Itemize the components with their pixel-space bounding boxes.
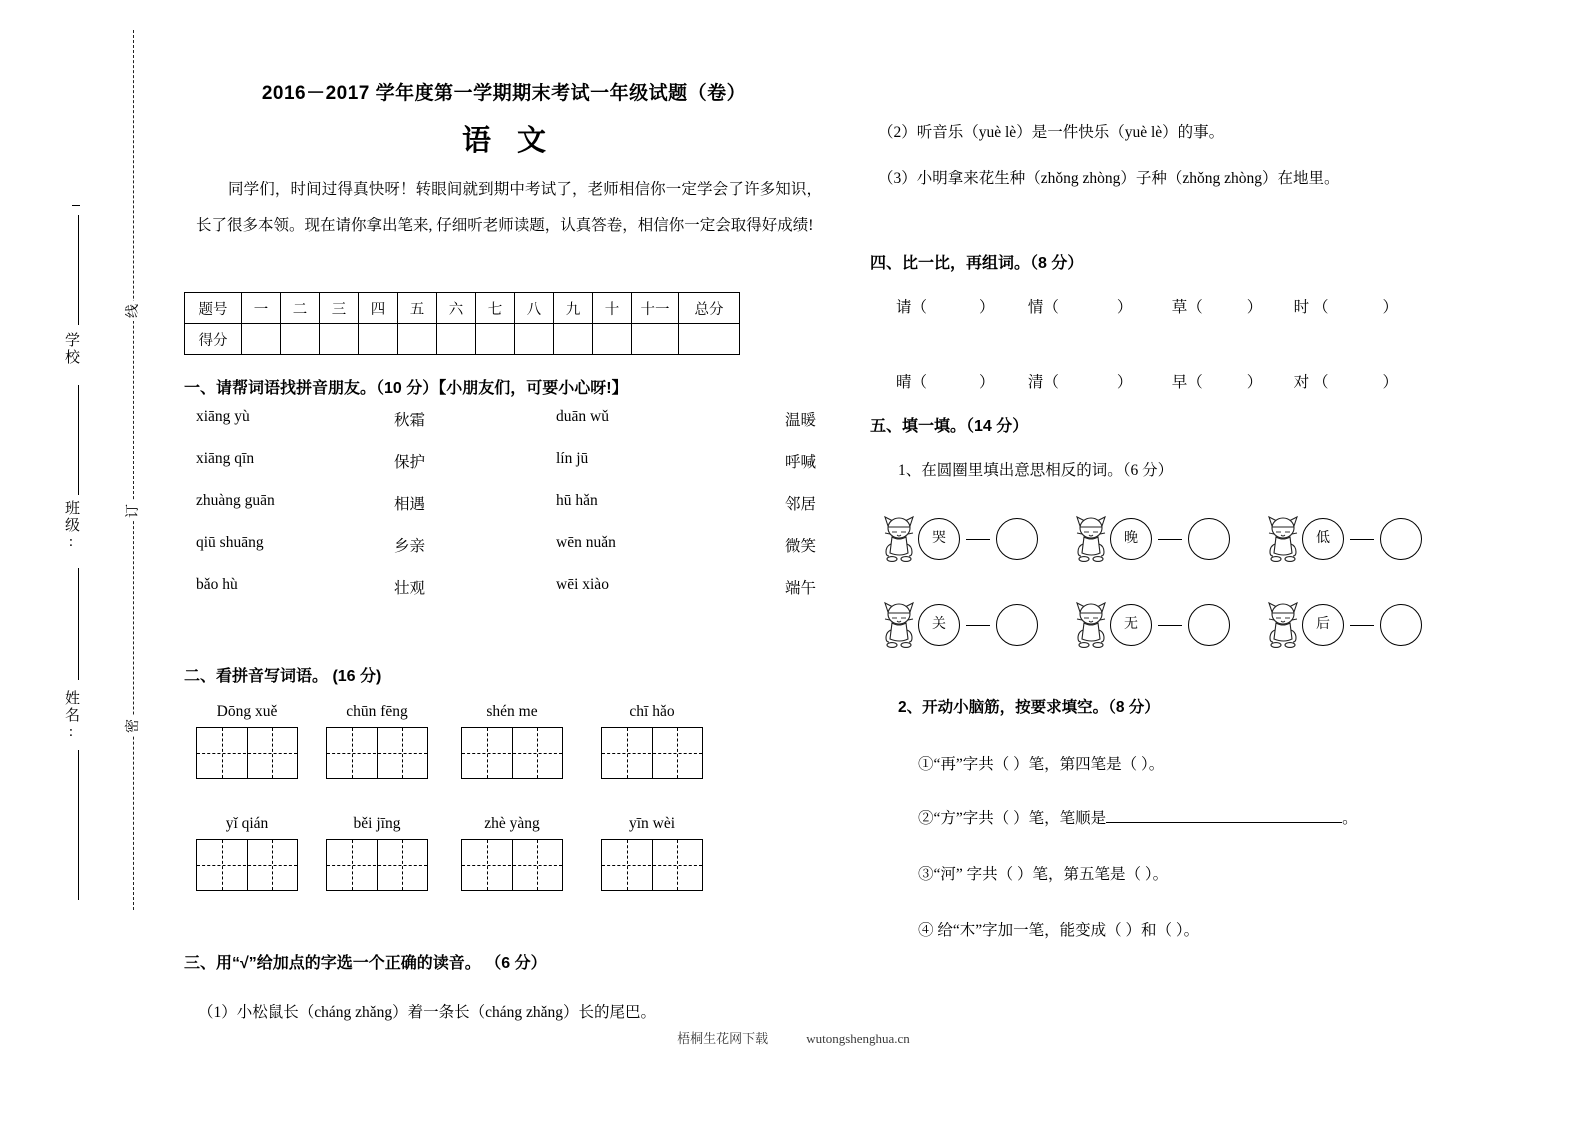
tianzige-box[interactable]: [461, 839, 563, 891]
write-box-group: [196, 815, 298, 891]
score-cell-7[interactable]: [476, 324, 515, 355]
intro-paragraph: 同学们，时间过得真快呀！转眼间就到期中考试了，老师相信你一定学会了许多知识，长了很多本领。现在请你拿出笔来, 仔细听老师读题，认真答卷，相信你一定会取得好成绩!: [196, 181, 822, 234]
match-word-right[interactable]: 温暖: [784, 412, 816, 429]
seal-dashed-line: [133, 30, 134, 910]
match-row: [196, 450, 816, 492]
write-box-group: [461, 815, 563, 891]
cat-mascot-icon: [882, 600, 916, 650]
write-box-pinyin: chī hǎo: [629, 703, 675, 720]
score-cell-3[interactable]: [320, 324, 359, 355]
word-pair-label: 草（: [1171, 299, 1203, 316]
word-pair-5[interactable]: [896, 370, 1024, 392]
score-cell-6[interactable]: [437, 324, 476, 355]
match-word-left[interactable]: 秋霜: [394, 412, 426, 429]
opposite-dash-icon: [966, 539, 990, 540]
stroke-order-blank[interactable]: [1106, 807, 1342, 823]
opposite-given-circle: 哭: [918, 518, 960, 560]
write-box-group: [326, 703, 428, 779]
score-col-8: 八: [515, 293, 554, 324]
word-pair-label: 请（: [896, 299, 928, 316]
score-col-9: 九: [554, 293, 593, 324]
field-school[interactable]: 学校: [63, 332, 79, 366]
opposites-row-1: [882, 512, 1472, 568]
fill-item-1[interactable]: ①“再”字共（ ）笔，第四笔是（ ）。: [918, 756, 1165, 773]
cat-mascot-icon: [1266, 514, 1300, 564]
field-rule-1: [78, 215, 79, 325]
score-col-4: 四: [359, 293, 398, 324]
match-word-left[interactable]: 壮观: [394, 580, 426, 597]
score-col-6: 六: [437, 293, 476, 324]
cat-mascot-icon: [1074, 600, 1108, 650]
score-col-11: 十一: [632, 293, 679, 324]
score-cell-1[interactable]: [242, 324, 281, 355]
word-pair-7[interactable]: [1172, 370, 1290, 392]
table-row-header: [185, 293, 740, 324]
score-col-3: 三: [320, 293, 359, 324]
write-box-pinyin: shén me: [486, 703, 538, 720]
field-rule-4: [78, 750, 79, 900]
section-5-sub1-title: 1、在圆圈里填出意思相反的词。（6 分）: [898, 462, 1174, 479]
fill-item-3[interactable]: ③“河” 字共（ ）笔，第五笔是（ ）。: [918, 866, 1169, 883]
seal-top-tick: [72, 205, 80, 206]
tianzige-guide-h: [327, 865, 427, 866]
match-pinyin-left[interactable]: xiāng yù: [196, 408, 250, 425]
word-pair-row-1: [896, 295, 1424, 317]
match-pinyin-right[interactable]: wēi xiào: [556, 576, 609, 593]
tianzige-guide-h: [462, 865, 562, 866]
section-5-sub2-title: 2、开动小脑筋，按要求填空。（8 分）: [898, 699, 1160, 716]
word-pair-close: ）: [1116, 299, 1133, 316]
score-cell-total[interactable]: [679, 324, 740, 355]
match-pinyin-left[interactable]: bǎo hù: [196, 576, 238, 593]
match-row: [196, 534, 816, 576]
word-pair-label: 清（: [1027, 374, 1059, 391]
opposite-dash-icon: [1158, 539, 1182, 540]
opposite-answer-circle[interactable]: [1380, 604, 1422, 646]
word-pair-row-2: [896, 370, 1424, 392]
tianzige-guide-h: [327, 753, 427, 754]
word-pair-label: 时 （: [1293, 299, 1329, 316]
match-pinyin-right[interactable]: hū hǎn: [556, 492, 598, 509]
score-col-2: 二: [281, 293, 320, 324]
match-word-right[interactable]: 微笑: [784, 538, 816, 555]
opposite-answer-circle[interactable]: [1380, 518, 1422, 560]
table-row-scores: [185, 324, 740, 355]
word-pair-2[interactable]: [1028, 295, 1168, 317]
word-pair-close: ）: [1116, 374, 1133, 391]
word-pair-close: ）: [1246, 374, 1263, 391]
match-pinyin-left[interactable]: zhuàng guān: [196, 492, 275, 509]
opposite-dash-icon: [1350, 625, 1374, 626]
opposite-dash-icon: [1158, 625, 1182, 626]
match-row: [196, 492, 816, 534]
opposite-given-circle: 无: [1110, 604, 1152, 646]
tianzige-box[interactable]: [326, 839, 428, 891]
write-box-pinyin: yīn wèi: [628, 815, 676, 832]
score-col-10: 十: [593, 293, 632, 324]
section-3-item-2[interactable]: （2）听音乐（yuè lè）是一件快乐（yuè lè）的事。: [878, 124, 1225, 141]
subject-title: 语文: [461, 125, 572, 157]
opposite-answer-circle[interactable]: [1188, 604, 1230, 646]
opposite-given-circle: 后: [1302, 604, 1344, 646]
match-pinyin-right[interactable]: lín jū: [556, 450, 589, 467]
footer-watermark: [0, 1028, 1587, 1047]
seal-char-ding: 订: [123, 501, 145, 521]
word-pair-label: 情（: [1027, 299, 1059, 316]
write-box-group: [601, 703, 703, 779]
word-pair-label: 对 （: [1293, 374, 1329, 391]
match-word-right[interactable]: 端午: [784, 580, 816, 597]
fill-item-2-text: ②“方”字共（ ）笔，笔顺是: [918, 810, 1107, 827]
write-box-pinyin: zhè yàng: [484, 815, 540, 832]
opposite-dash-icon: [1350, 539, 1374, 540]
pinyin-match-grid: [196, 408, 816, 618]
score-col-1: 一: [242, 293, 281, 324]
section-4-title: 四、比一比，再组词。（8 分）: [870, 255, 1084, 272]
score-cell-4[interactable]: [359, 324, 398, 355]
score-cell-5[interactable]: [398, 324, 437, 355]
word-pair-6[interactable]: [1028, 370, 1168, 392]
score-col-total: 总分: [679, 293, 740, 324]
seal-char-mi: 密: [123, 716, 145, 736]
match-word-left[interactable]: 乡亲: [394, 538, 426, 555]
fill-item-4[interactable]: ④ 给“木”字加一笔，能变成（ ）和（ ）。: [918, 922, 1200, 939]
tianzige-guide-h: [602, 753, 702, 754]
left-column: [176, 0, 832, 1122]
word-pair-1[interactable]: [896, 295, 1024, 317]
word-pair-close: ）: [1246, 299, 1263, 316]
write-box-pinyin: chūn fēng: [346, 703, 408, 720]
section-2-title: 二、看拼音写词语。 (16 分): [184, 668, 382, 685]
write-box-group: [196, 703, 298, 779]
word-pair-3[interactable]: [1172, 295, 1290, 317]
match-word-right[interactable]: 呼喊: [784, 454, 816, 471]
page-title: 2016－2017 学年度第一学期期末考试一年级试题（卷）: [261, 83, 747, 104]
field-rule-3: [78, 568, 79, 680]
score-table-row-label-0: 题号: [185, 293, 242, 324]
opposite-given-circle: 低: [1302, 518, 1344, 560]
word-pair-close: ）: [979, 299, 995, 316]
score-cell-11[interactable]: [632, 324, 679, 355]
section-5-title: 五、填一填。（14 分）: [870, 418, 1029, 435]
match-row: [196, 576, 816, 618]
tianzige-guide-h: [602, 865, 702, 866]
cat-mascot-icon: [1074, 514, 1108, 564]
write-box-group: [601, 815, 703, 891]
word-pair-close: ）: [1382, 374, 1399, 391]
match-row: [196, 408, 816, 450]
word-pair-close: ）: [1382, 299, 1399, 316]
score-col-7: 七: [476, 293, 515, 324]
section-3-item-1[interactable]: （1）小松鼠长（cháng zhǎng）着一条长（cháng zhǎng）长的尾巴。: [198, 1004, 657, 1021]
opposite-given-circle: 关: [918, 604, 960, 646]
cat-mascot-icon: [1266, 600, 1300, 650]
field-rule-2: [78, 385, 79, 495]
tianzige-box[interactable]: [326, 727, 428, 779]
opposite-dash-icon: [966, 625, 990, 626]
word-pair-label: 早（: [1171, 374, 1203, 391]
match-word-left[interactable]: 相遇: [394, 496, 426, 513]
score-cell-8[interactable]: [515, 324, 554, 355]
opposite-given-circle: 晚: [1110, 518, 1152, 560]
word-pair-label: 晴（: [896, 374, 928, 391]
write-box-group: [326, 815, 428, 891]
tianzige-box[interactable]: [196, 727, 298, 779]
section-3-item-3[interactable]: （3）小明拿来花生种（zhǒng zhòng）子种（zhǒng zhòng）在地里。: [878, 170, 1340, 187]
footer-site-url: wutongshenghua.cn: [806, 1031, 910, 1046]
cat-mascot-icon: [882, 514, 916, 564]
tianzige-guide-h: [462, 753, 562, 754]
opposites-row-2: [882, 598, 1472, 654]
opposite-answer-circle[interactable]: [996, 604, 1038, 646]
fill-item-2-period: 。: [1342, 810, 1358, 827]
write-box-pinyin: běi jīng: [353, 815, 401, 832]
match-pinyin-left[interactable]: qiū shuāng: [196, 534, 264, 551]
match-pinyin-right[interactable]: wēn nuǎn: [556, 534, 616, 551]
write-box-pinyin: yǐ qián: [225, 815, 269, 832]
word-pair-4[interactable]: [1294, 295, 1424, 317]
tianzige-box[interactable]: [601, 839, 703, 891]
word-pair-close: ）: [979, 374, 995, 391]
score-cell-10[interactable]: [593, 324, 632, 355]
tianzige-guide-h: [197, 753, 297, 754]
section-3-title: 三、用“√”给加点的字选一个正确的读音。 （6 分）: [184, 955, 547, 972]
match-pinyin-right[interactable]: duān wǔ: [556, 408, 609, 425]
opposite-answer-circle[interactable]: [1188, 518, 1230, 560]
seal-char-xian: 线: [123, 301, 145, 321]
score-cell-9[interactable]: [554, 324, 593, 355]
match-word-left[interactable]: 保护: [394, 454, 426, 471]
match-pinyin-left[interactable]: xiāng qīn: [196, 450, 255, 467]
score-cell-2[interactable]: [281, 324, 320, 355]
score-table-row-label-1: 得分: [185, 324, 242, 355]
right-column: [866, 0, 1476, 1122]
word-pair-8[interactable]: [1294, 370, 1424, 392]
tianzige-box[interactable]: [601, 727, 703, 779]
score-table: [184, 292, 740, 355]
match-word-right[interactable]: 邻居: [784, 496, 816, 513]
seal-binding-strip: [0, 0, 170, 1122]
footer-site-cn: 梧桐生花网下载: [677, 1031, 769, 1046]
fill-item-2[interactable]: [918, 806, 1358, 828]
write-box-group: [461, 703, 563, 779]
opposite-answer-circle[interactable]: [996, 518, 1038, 560]
tianzige-guide-h: [197, 865, 297, 866]
field-class[interactable]: 班级:: [63, 500, 79, 552]
write-box-pinyin: Dōng xuě: [216, 703, 278, 720]
tianzige-box[interactable]: [461, 727, 563, 779]
score-col-5: 五: [398, 293, 437, 324]
field-name[interactable]: 姓名:: [63, 690, 79, 742]
tianzige-box[interactable]: [196, 839, 298, 891]
section-1-title: 一、请帮词语找拼音朋友。（10 分）【小朋友们，可要小心呀!】: [184, 380, 628, 397]
